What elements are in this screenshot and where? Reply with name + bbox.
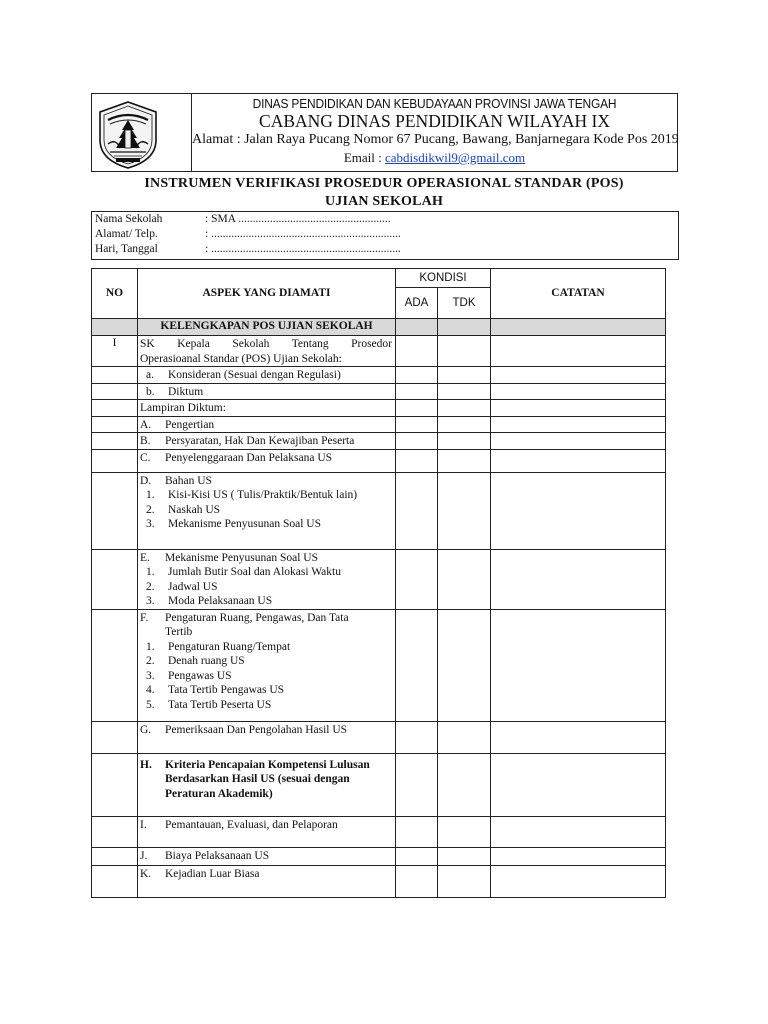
ada-checkbox[interactable] xyxy=(396,433,438,450)
tdk-checkbox[interactable] xyxy=(438,336,491,367)
aspect-text: Jadwal US xyxy=(168,580,218,593)
marker: H. xyxy=(140,758,152,771)
marker: 1. xyxy=(146,566,155,578)
aspect-lampiran: Lampiran Diktum: xyxy=(138,400,396,417)
notes-cell[interactable] xyxy=(491,383,666,400)
aspect-text: Kisi-Kisi US ( Tulis/Praktik/Bentuk lain) xyxy=(168,489,358,501)
no-cell xyxy=(92,433,138,450)
header-no: NO xyxy=(92,269,138,319)
marker: a. xyxy=(146,369,154,381)
aspect-g xyxy=(138,721,396,753)
table-row xyxy=(92,336,666,367)
marker: D. xyxy=(140,474,152,487)
aspect-text: Mekanisme Penyusunan Soal US xyxy=(168,518,322,530)
aspect-text: Tata Tertib Peserta US xyxy=(168,698,272,711)
notes-cell[interactable] xyxy=(491,336,666,367)
ada-checkbox[interactable] xyxy=(396,816,438,847)
no-cell xyxy=(92,416,138,433)
ada-checkbox[interactable] xyxy=(396,865,438,897)
aspect-e xyxy=(138,549,396,609)
section-no-cell xyxy=(92,319,138,336)
aspect-text: Pengaturan Ruang/Tempat xyxy=(168,640,291,653)
no-cell xyxy=(92,816,138,847)
header-tdk: TDK xyxy=(438,288,491,319)
tdk-checkbox[interactable] xyxy=(438,816,491,847)
notes-cell[interactable] xyxy=(491,549,666,609)
tdk-checkbox[interactable] xyxy=(438,433,491,450)
tdk-checkbox[interactable] xyxy=(438,865,491,897)
no-cell xyxy=(92,865,138,897)
ada-checkbox[interactable] xyxy=(396,609,438,721)
aspect-text: Penyelenggaraan Dan Pelaksana US xyxy=(165,451,333,464)
notes-cell[interactable] xyxy=(491,865,666,897)
marker: F. xyxy=(140,611,149,624)
notes-cell[interactable] xyxy=(491,816,666,847)
no-cell xyxy=(92,400,138,417)
verification-table xyxy=(91,268,666,898)
no-cell xyxy=(92,449,138,472)
table-row xyxy=(92,472,666,549)
table-row xyxy=(92,549,666,609)
school-address-row xyxy=(95,228,401,241)
marker: J. xyxy=(140,849,148,862)
ada-checkbox[interactable] xyxy=(396,416,438,433)
sk-line-1: SK Kepala Sekolah Tentang Prosedor xyxy=(140,338,392,350)
table-row xyxy=(92,449,666,472)
marker: b. xyxy=(146,385,155,398)
no-cell xyxy=(92,549,138,609)
notes-cell[interactable] xyxy=(491,416,666,433)
ada-checkbox[interactable] xyxy=(396,383,438,400)
date-row xyxy=(95,243,401,256)
ada-checkbox[interactable] xyxy=(396,753,438,816)
notes-cell[interactable] xyxy=(491,433,666,450)
marker: K. xyxy=(140,867,152,880)
aspect-text: Pengaturan Ruang, Pengawas, Dan Tata xyxy=(165,611,349,624)
header-condition: KONDISI xyxy=(396,269,491,288)
marker: B. xyxy=(140,435,151,447)
aspect-text: Kejadian Luar Biasa xyxy=(165,867,260,880)
table-row xyxy=(92,383,666,400)
aspect-text: Pemeriksaan Dan Pengolahan Hasil US xyxy=(165,723,348,736)
table-row xyxy=(92,400,666,417)
tdk-checkbox[interactable] xyxy=(438,753,491,816)
no-cell xyxy=(92,721,138,753)
marker: 2. xyxy=(146,655,155,667)
no-cell xyxy=(92,472,138,549)
no-cell xyxy=(92,609,138,721)
tdk-checkbox[interactable] xyxy=(438,609,491,721)
notes-cell[interactable] xyxy=(491,367,666,384)
section-notes-cell xyxy=(491,319,666,336)
notes-cell[interactable] xyxy=(491,753,666,816)
office-address: Alamat : Jalan Raya Pucang Nomor 67 Pucang, Bawang, Banjarnegara Kode Pos 2019 xyxy=(192,132,679,147)
aspect-h xyxy=(138,753,396,816)
aspect-text: Denah ruang US xyxy=(168,655,245,667)
table-row xyxy=(92,721,666,753)
school-address-field[interactable]: : .................................................................. xyxy=(205,228,401,240)
aspect-text: Tata Tertib Pengawas US xyxy=(168,684,285,696)
header-aspect: ASPEK YANG DIAMATI xyxy=(138,269,396,319)
tdk-checkbox[interactable] xyxy=(438,383,491,400)
aspect-sk-a xyxy=(138,367,396,384)
marker: 2. xyxy=(146,580,155,593)
row-number: I xyxy=(92,336,138,367)
aspect-text: Konsideran (Sesuai dengan Regulasi) xyxy=(168,369,341,381)
email-link[interactable]: cabdisdikwil9@gmail.com xyxy=(385,150,526,165)
aspect-text: Kriteria Pencapaian Kompetensi Lulusan xyxy=(165,758,370,771)
notes-cell[interactable] xyxy=(491,721,666,753)
section-title: KELENGKAPAN POS UJIAN SEKOLAH xyxy=(138,319,396,336)
marker: A. xyxy=(140,418,152,431)
marker: 2. xyxy=(146,503,155,516)
marker: G. xyxy=(140,723,152,736)
notes-cell[interactable] xyxy=(491,472,666,549)
ada-checkbox[interactable] xyxy=(396,400,438,417)
aspect-b xyxy=(138,433,396,450)
aspect-text: Bahan US xyxy=(165,474,212,487)
aspect-text: Diktum xyxy=(168,385,204,398)
ada-checkbox[interactable] xyxy=(396,449,438,472)
marker: 5. xyxy=(146,698,155,711)
aspect-text: Pengertian xyxy=(165,418,215,431)
tdk-checkbox[interactable] xyxy=(438,367,491,384)
notes-cell[interactable] xyxy=(491,609,666,721)
no-cell xyxy=(92,847,138,865)
aspect-text-cont: Peraturan Akademik) xyxy=(165,787,273,800)
marker: 3. xyxy=(146,595,155,607)
tdk-checkbox[interactable] xyxy=(438,472,491,549)
table-row xyxy=(92,816,666,847)
email-label: Email : xyxy=(343,150,385,165)
document-subtitle: UJIAN SEKOLAH xyxy=(324,194,444,209)
date-field[interactable]: : .................................................................. xyxy=(205,243,401,255)
aspect-a xyxy=(138,416,396,433)
no-cell xyxy=(92,367,138,384)
tdk-checkbox[interactable] xyxy=(438,400,491,417)
table-row xyxy=(92,367,666,384)
header-notes: CATATAN xyxy=(491,269,666,319)
aspect-c xyxy=(138,449,396,472)
marker: 3. xyxy=(146,669,155,682)
ada-checkbox[interactable] xyxy=(396,472,438,549)
aspect-sk-b xyxy=(138,383,396,400)
aspect-j xyxy=(138,847,396,865)
branch-name: CABANG DINAS PENDIDIKAN WILAYAH IX xyxy=(259,111,610,131)
marker: I. xyxy=(140,818,147,831)
marker: 1. xyxy=(146,489,155,501)
aspect-d xyxy=(138,472,396,549)
aspect-text: Pengawas US xyxy=(168,669,232,682)
ada-checkbox[interactable] xyxy=(396,367,438,384)
table-row xyxy=(92,609,666,721)
aspect-f xyxy=(138,609,396,721)
aspect-text: Biaya Pelaksanaan US xyxy=(165,849,270,862)
aspect-text: Jumlah Butir Soal dan Alokasi Waktu xyxy=(168,566,341,578)
email-line xyxy=(192,150,677,166)
aspect-k xyxy=(138,865,396,897)
school-name-row xyxy=(95,213,391,226)
notes-cell[interactable] xyxy=(491,847,666,865)
aspect-text-cont: Tertib xyxy=(165,626,193,638)
school-name-label: Nama Sekolah xyxy=(95,213,163,225)
section-ada-cell xyxy=(396,319,438,336)
marker: E. xyxy=(140,551,150,564)
table-row xyxy=(92,433,666,450)
ada-checkbox[interactable] xyxy=(396,336,438,367)
no-cell xyxy=(92,383,138,400)
aspect-text: Moda Pelaksanaan US xyxy=(168,595,273,607)
section-tdk-cell xyxy=(438,319,491,336)
school-address-label: Alamat/ Telp. xyxy=(95,228,158,240)
aspect-text: Pemantauan, Evaluasi, dan Pelaporan xyxy=(165,818,338,831)
header-ada: ADA xyxy=(396,288,438,319)
tdk-checkbox[interactable] xyxy=(438,416,491,433)
no-cell xyxy=(92,753,138,816)
ada-checkbox[interactable] xyxy=(396,847,438,865)
tdk-checkbox[interactable] xyxy=(438,721,491,753)
tdk-checkbox[interactable] xyxy=(438,549,491,609)
aspect-text: Naskah US xyxy=(168,503,221,516)
aspect-i xyxy=(138,816,396,847)
aspect-text-cont: Berdasarkan Hasil US (sesuai dengan xyxy=(165,773,350,785)
agency-name: DINAS PENDIDIKAN DAN KEBUDAYAAN PROVINSI JAWA TENGAH xyxy=(252,96,617,111)
ada-checkbox[interactable] xyxy=(396,721,438,753)
marker: 1. xyxy=(146,640,155,653)
table-row xyxy=(92,753,666,816)
marker: C. xyxy=(140,451,151,464)
document-title: INSTRUMEN VERIFIKASI PROSEDUR OPERASIONAL STANDAR (POS) xyxy=(144,176,624,191)
jawa-tengah-crest-icon xyxy=(96,100,160,170)
school-name-field[interactable]: : SMA ..................................................... xyxy=(205,213,391,225)
marker: 3. xyxy=(146,518,155,530)
notes-cell[interactable] xyxy=(491,400,666,417)
ada-checkbox[interactable] xyxy=(396,549,438,609)
sk-line-2: Operasioanal Standar (POS) Ujian Sekolah: xyxy=(140,352,342,365)
tdk-checkbox[interactable] xyxy=(438,847,491,865)
table-row xyxy=(92,847,666,865)
aspect-text: Mekanisme Penyusunan Soal US xyxy=(165,551,319,564)
table-row xyxy=(92,416,666,433)
aspect-sk xyxy=(138,336,396,367)
table-row xyxy=(92,865,666,897)
tdk-checkbox[interactable] xyxy=(438,449,491,472)
marker: 4. xyxy=(146,684,155,696)
date-label: Hari, Tanggal xyxy=(95,243,158,255)
notes-cell[interactable] xyxy=(491,449,666,472)
aspect-text: Persyaratan, Hak Dan Kewajiban Peserta xyxy=(165,435,355,447)
